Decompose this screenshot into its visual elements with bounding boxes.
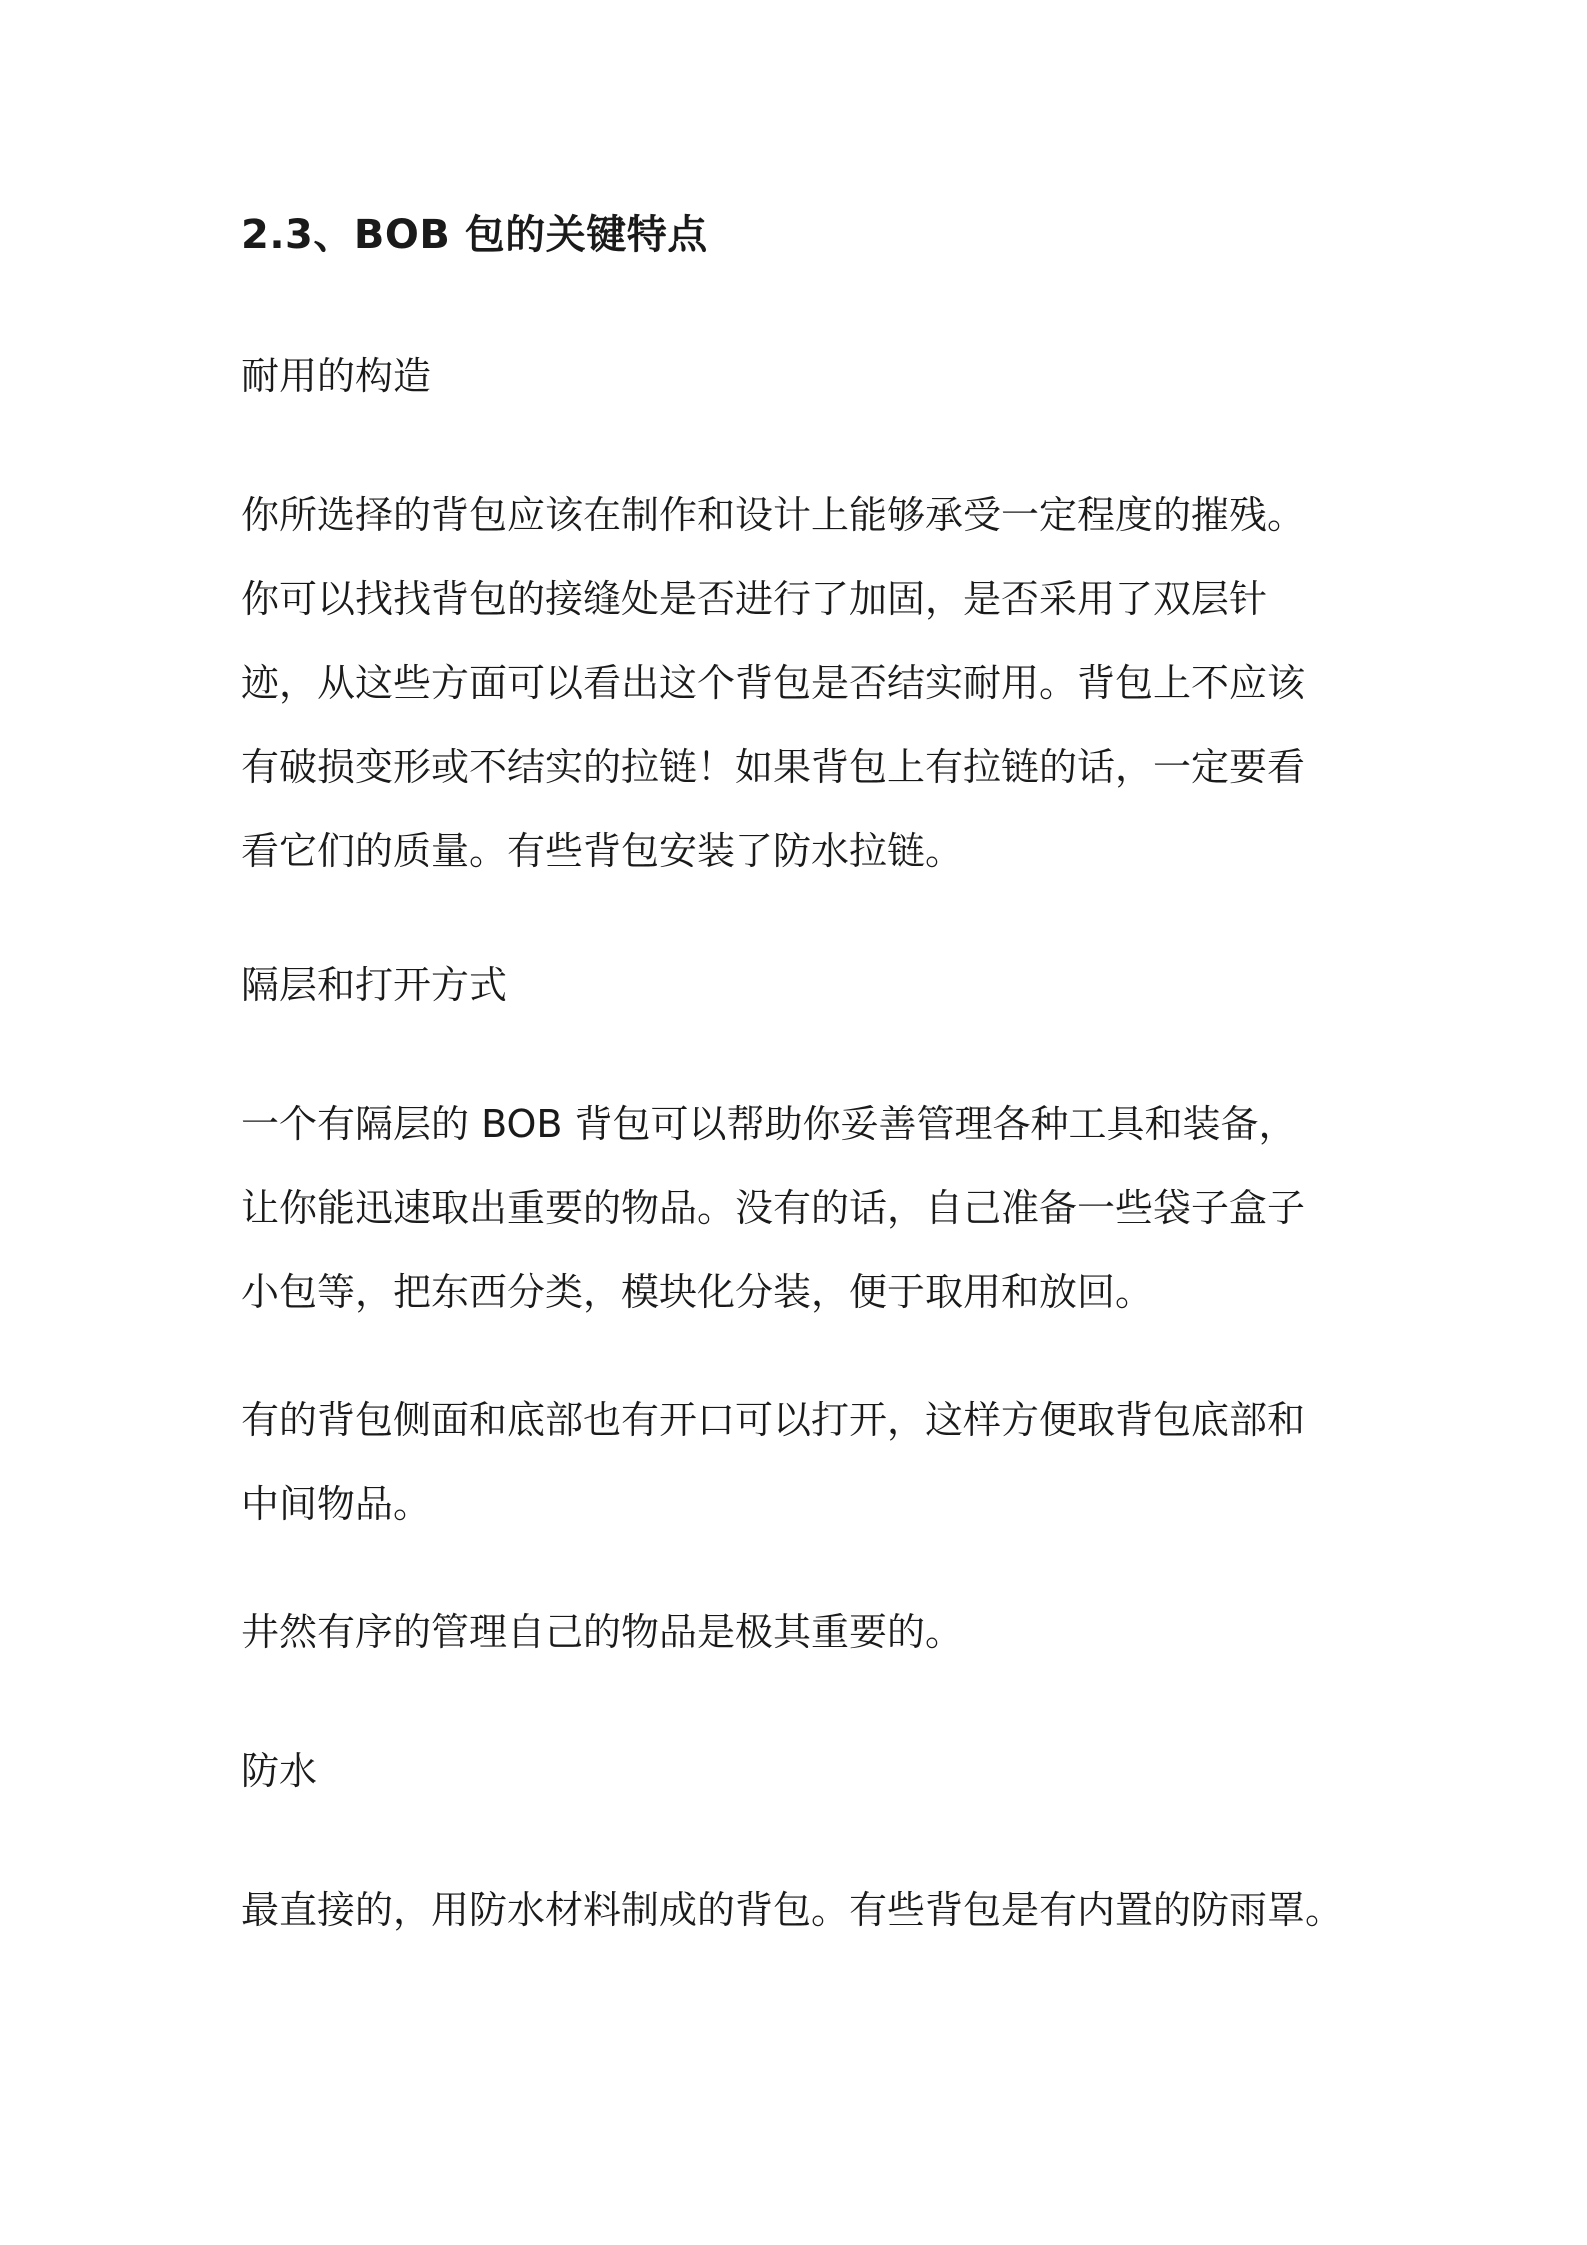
text-line: 井然有序的管理自己的物品是极其重要的。 xyxy=(241,1610,964,1654)
paragraph-waterproof xyxy=(241,1868,1351,1952)
text-line: 中间物品。 xyxy=(241,1482,432,1526)
paragraph-compartments xyxy=(241,1082,1351,1334)
text-line: 最直接的，用防水材料制成的背包。有些背包是有内置的防雨罩。 xyxy=(241,1888,1344,1932)
text-line: 小包等，把东西分类，模块化分装，便于取用和放回。 xyxy=(241,1270,1154,1314)
section-heading: 2.3、BOB 包的关键特点 xyxy=(241,212,708,258)
text-line: 让你能迅速取出重要的物品。没有的话，自己准备一些袋子盒子 xyxy=(241,1186,1306,1230)
text-line: 迹，从这些方面可以看出这个背包是否结实耐用。背包上不应该 xyxy=(241,661,1306,705)
text-line: 有破损变形或不结实的拉链！如果背包上有拉链的话，一定要看 xyxy=(241,745,1306,789)
text-line: 你可以找找背包的接缝处是否进行了加固，是否采用了双层针 xyxy=(241,577,1268,621)
paragraph-durable-construction xyxy=(241,473,1351,893)
text-line: 一个有隔层的 BOB 背包可以帮助你妥善管理各种工具和装备， xyxy=(241,1102,1297,1146)
text-line: 你所选择的背包应该在制作和设计上能够承受一定程度的摧残。 xyxy=(241,493,1306,537)
paragraph-organization xyxy=(241,1590,1351,1674)
subheading-waterproof: 防水 xyxy=(241,1749,318,1793)
paragraph-side-openings xyxy=(241,1378,1351,1546)
text-line: 看它们的质量。有些背包安装了防水拉链。 xyxy=(241,829,964,873)
text-line: 有的背包侧面和底部也有开口可以打开，这样方便取背包底部和 xyxy=(241,1398,1306,1442)
subheading-compartments: 隔层和打开方式 xyxy=(241,963,508,1007)
subheading-durable-construction: 耐用的构造 xyxy=(241,354,432,398)
